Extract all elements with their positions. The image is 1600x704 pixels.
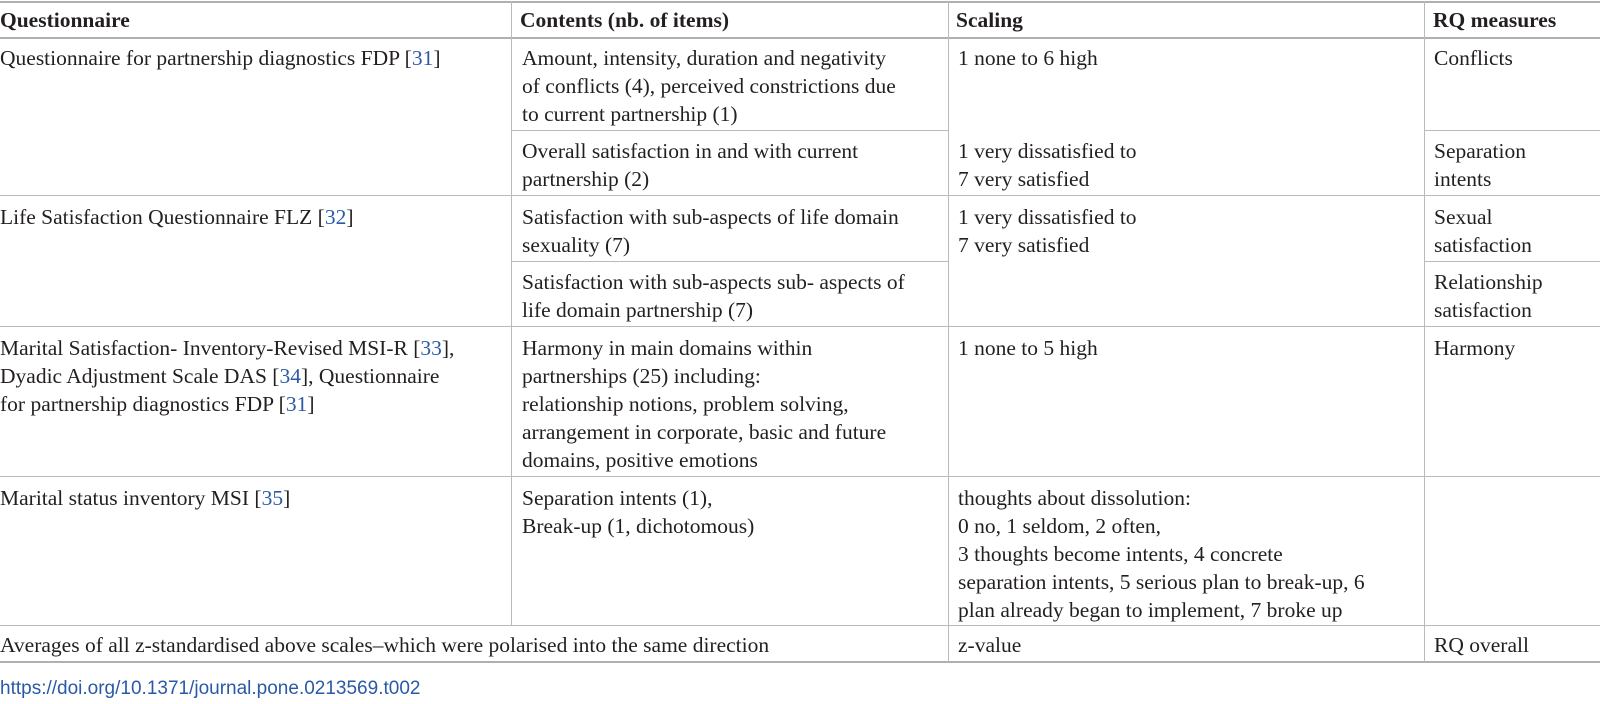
cell-text: ] [346, 205, 354, 229]
cell-line [0, 334, 454, 362]
cell-line: Overall satisfaction in and with current [522, 139, 859, 163]
cell-line: 0 no, 1 seldom, 2 often, [958, 514, 1162, 538]
cell-line: partnership (2) [522, 167, 650, 191]
table-cell-measure [1434, 203, 1532, 259]
cell-line: 7 very satisfied [958, 167, 1090, 191]
table-top-rule [0, 1, 1600, 3]
table-cell-scaling: 1 none to 6 high [958, 46, 1098, 70]
cell-text: Marital Satisfaction- Inventory-Revised MSI-R [ [0, 336, 421, 360]
table-cell-measure: RQ overall [1434, 633, 1529, 657]
header-bottom-rule [0, 37, 1600, 39]
table-cell-scaling: z-value [958, 633, 1022, 657]
cell-line: domains, positive emotions [522, 448, 758, 472]
reference-link[interactable]: 34 [279, 364, 301, 388]
table-row-questionnaire [0, 203, 353, 231]
reference-link[interactable]: 31 [285, 392, 308, 416]
table-row-questionnaire [0, 44, 440, 72]
row-divider [0, 195, 1600, 196]
cell-line: satisfaction [1434, 298, 1532, 322]
cell-line: Separation [1434, 139, 1526, 163]
cell-line: Satisfaction with sub-aspects of life domain [522, 205, 899, 229]
table-cell-measure [1434, 137, 1526, 193]
cell-line: arrangement in corporate, basic and future [522, 420, 887, 444]
cell-text: Marital status inventory MSI [ [0, 486, 262, 510]
cell-line: relationship notions, problem solving, [522, 392, 849, 416]
cell-text: Life Satisfaction Questionnaire FLZ [ [0, 205, 325, 229]
table-cell-contents [522, 334, 886, 474]
cell-text: ] [433, 46, 441, 70]
cell-text: ], Questionnaire [300, 364, 440, 388]
cell-line: of conflicts (4), perceived constrictions due [522, 74, 896, 98]
table-cell-contents [522, 203, 899, 259]
cell-line: partnerships (25) including: [522, 364, 761, 388]
row-divider [512, 130, 949, 131]
table-cell-measure [1434, 268, 1543, 324]
header-scaling: Scaling [956, 8, 1023, 32]
row-divider [0, 326, 1600, 327]
cell-line: plan already began to implement, 7 broke up [958, 598, 1343, 622]
cell-text: ], [441, 336, 455, 360]
cell-line [0, 362, 454, 390]
row-divider [512, 261, 949, 262]
table-cell-scaling [958, 137, 1137, 193]
cell-line: thoughts about dissolution: [958, 486, 1191, 510]
cell-line: 1 very dissatisfied to [958, 205, 1137, 229]
column-divider [1424, 1, 1425, 662]
reference-link[interactable]: 31 [411, 46, 434, 70]
cell-text: ] [307, 392, 315, 416]
row-divider [0, 476, 1600, 477]
table-cell-contents [522, 268, 905, 324]
cell-line: sexuality (7) [522, 233, 631, 257]
header-questionnaire: Questionnaire [0, 8, 130, 32]
table-cell-contents [522, 137, 858, 193]
cell-line: separation intents, 5 serious plan to break-up, 6 [958, 570, 1365, 594]
table-row-average: Averages of all z-standardised above scales–which were polarised into the same direction [0, 633, 770, 657]
column-divider [511, 1, 512, 626]
table-cell-scaling [958, 203, 1137, 259]
cell-line [0, 390, 454, 418]
cell-text: for partnership diagnostics FDP [ [0, 392, 286, 416]
cell-line: Harmony in main domains within [522, 336, 813, 360]
cell-line: Separation intents (1), [522, 486, 713, 510]
table-row-questionnaire [0, 484, 290, 512]
cell-line: 1 very dissatisfied to [958, 139, 1137, 163]
cell-text: ] [283, 486, 291, 510]
reference-link[interactable]: 32 [324, 205, 347, 229]
table-bottom-rule [0, 661, 1600, 663]
reference-link[interactable]: 33 [420, 336, 442, 360]
cell-text: Questionnaire for partnership diagnostics FDP [ [0, 46, 412, 70]
cell-line: Sexual [1434, 205, 1493, 229]
cell-line: Break-up (1, dichotomous) [522, 514, 755, 538]
table-row-questionnaire [0, 334, 454, 418]
cell-line: Amount, intensity, duration and negativity [522, 46, 887, 70]
table-cell-measure: Conflicts [1434, 46, 1513, 70]
header-contents: Contents (nb. of items) [520, 8, 730, 32]
cell-line: life domain partnership (7) [522, 298, 754, 322]
cell-line: 7 very satisfied [958, 233, 1090, 257]
table-cell-contents [522, 44, 896, 128]
cell-line: Satisfaction with sub-aspects sub- aspects of [522, 270, 905, 294]
cell-line: satisfaction [1434, 233, 1532, 257]
doi-link[interactable]: https://doi.org/10.1371/journal.pone.0213569.t002 [0, 678, 421, 699]
cell-text: Dyadic Adjustment Scale DAS [ [0, 364, 280, 388]
header-rq-measures: RQ measures [1433, 8, 1557, 32]
cell-line: to current partnership (1) [522, 102, 738, 126]
table-cell-measure: Harmony [1434, 336, 1516, 360]
table-cell-scaling [958, 484, 1365, 624]
row-divider [1425, 130, 1600, 131]
table-cell-scaling: 1 none to 5 high [958, 336, 1098, 360]
row-divider [1425, 261, 1600, 262]
cell-line: intents [1434, 167, 1492, 191]
reference-link[interactable]: 35 [261, 486, 284, 510]
table-cell-contents [522, 484, 754, 540]
column-divider [948, 1, 949, 662]
row-divider [0, 625, 1600, 626]
cell-line: 3 thoughts become intents, 4 concrete [958, 542, 1283, 566]
cell-line: Relationship [1434, 270, 1543, 294]
